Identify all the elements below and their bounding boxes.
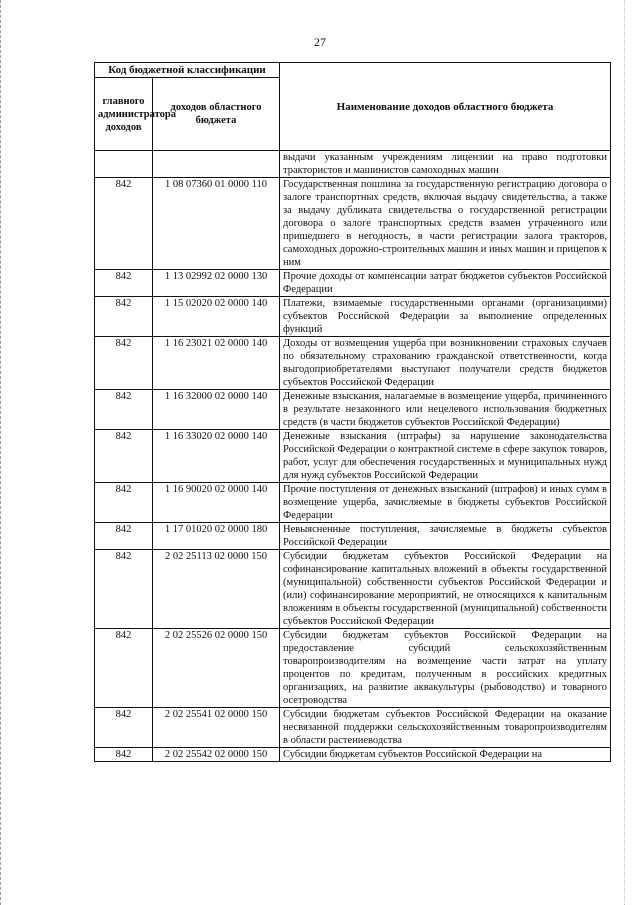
revenue-name-cell: Государственная пошлина за государственную регистрацию договора о залоге транспортных средств, включая выдачу свидетельства, а также за выдачу дубликата свидетельства о государственной регистрации договора о залоге транспортных средств взамен утраченного или пришедшего в негодность, в части регистрации залога тракторов, самоходных дорожно-строительных машин и иных машин и прицепов к ним (280, 178, 611, 270)
revenue-name-cell: Субсидии бюджетам субъектов Российской Федерации на оказание несвязанной поддержки сельскохозяйственным товаропроизводителям в области растениеводства (280, 708, 611, 748)
table-row (95, 550, 611, 629)
header-regional-income: доходов областного бюджета (153, 78, 280, 151)
admin-code-cell: 842 (95, 523, 153, 550)
table-row (95, 708, 611, 748)
revenue-name-cell: выдачи указанным учреждениям лицензии на право подготовки трактористов и машинистов самоходных машин (280, 151, 611, 178)
page-number: 27 (314, 35, 326, 49)
table-row (95, 523, 611, 550)
income-code-cell: 2 02 25542 02 0000 150 (153, 748, 280, 762)
income-code-cell: 1 08 07360 01 0000 110 (153, 178, 280, 270)
income-code-cell: 2 02 25113 02 0000 150 (153, 550, 280, 629)
header-chief-administrator: главного администратора доходов (95, 78, 153, 151)
revenue-name-cell: Невыясненные поступления, зачисляемые в бюджеты субъектов Российской Федерации (280, 523, 611, 550)
income-code-cell: 1 16 33020 02 0000 140 (153, 430, 280, 483)
income-code-cell: 1 16 23021 02 0000 140 (153, 337, 280, 390)
income-code-cell: 1 13 02992 02 0000 130 (153, 270, 280, 297)
admin-code-cell: 842 (95, 297, 153, 337)
admin-code-cell: 842 (95, 629, 153, 708)
table-row (95, 748, 611, 762)
revenue-name-cell: Платежи, взимаемые государственными органами (организациями) субъектов Российской Федерации за выполнение определенных функций (280, 297, 611, 337)
header-budget-classification-code: Код бюджетной классификации (95, 63, 280, 78)
income-code-cell (153, 151, 280, 178)
admin-code-cell: 842 (95, 430, 153, 483)
admin-code-cell: 842 (95, 337, 153, 390)
income-code-cell: 2 02 25526 02 0000 150 (153, 629, 280, 708)
admin-code-cell (95, 151, 153, 178)
income-code-cell: 1 16 90020 02 0000 140 (153, 483, 280, 523)
income-code-cell: 2 02 25541 02 0000 150 (153, 708, 280, 748)
page-binding-edge (0, 0, 3, 905)
table-row (95, 270, 611, 297)
table-row (95, 297, 611, 337)
admin-code-cell: 842 (95, 483, 153, 523)
revenue-name-cell: Субсидии бюджетам субъектов Российской Федерации на предоставление субсидий сельскохозяйственным товаропроизводителям на возмещение части затрат на уплату процентов по кредитам, полученным в российских кредитных организациях, на развитие аквакультуры (рыбоводство) и товарного осетроводства (280, 629, 611, 708)
revenue-name-cell: Денежные взыскания, налагаемые в возмещение ущерба, причиненного в результате незаконного или нецелевого использования бюджетных средств (в части бюджетов субъектов Российской Федерации) (280, 390, 611, 430)
admin-code-cell: 842 (95, 550, 153, 629)
admin-code-cell: 842 (95, 708, 153, 748)
revenue-name-cell: Субсидии бюджетам субъектов Российской Федерации на (280, 748, 611, 762)
page-right-edge (624, 0, 626, 905)
revenue-name-cell: Субсидии бюджетам субъектов Российской Федерации на софинансирование капитальных вложений в объекты государственной (муниципальной) собственности субъектов Российской Федерации и (или) софинансирование мероприятий, не относящихся к капитальным вложениям в объекты государственной (муниципальной) собственности субъектов Российской Федерации (280, 550, 611, 629)
table-row (95, 430, 611, 483)
revenue-name-cell: Доходы от возмещения ущерба при возникновении страховых случаев по обязательному страхованию гражданской ответственности, когда выгодоприобретателями выступают получатели средств бюджетов субъектов Российской Федерации (280, 337, 611, 390)
income-code-cell: 1 16 32000 02 0000 140 (153, 390, 280, 430)
admin-code-cell: 842 (95, 270, 153, 297)
table-row (95, 483, 611, 523)
header-revenue-name: Наименование доходов областного бюджета (280, 63, 611, 151)
revenue-name-cell: Прочие доходы от компенсации затрат бюджетов субъектов Российской Федерации (280, 270, 611, 297)
table-row (95, 390, 611, 430)
admin-code-cell: 842 (95, 748, 153, 762)
admin-code-cell: 842 (95, 178, 153, 270)
table-row (95, 337, 611, 390)
revenue-name-cell: Денежные взыскания (штрафы) за нарушение законодательства Российской Федерации о контрактной системе в сфере закупок товаров, работ, услуг для обеспечения государственных и муниципальных нужд для нужд субъектов Российской Федерации (280, 430, 611, 483)
table-row-continuation (95, 151, 611, 178)
income-code-cell: 1 17 01020 02 0000 180 (153, 523, 280, 550)
revenue-name-cell: Прочие поступления от денежных взысканий (штрафов) и иных сумм в возмещение ущерба, зачисляемые в бюджеты субъектов Российской Федерации (280, 483, 611, 523)
table-row (95, 629, 611, 708)
income-code-cell: 1 15 02020 02 0000 140 (153, 297, 280, 337)
table-row (95, 178, 611, 270)
admin-code-cell: 842 (95, 390, 153, 430)
budget-classification-table (94, 62, 611, 762)
